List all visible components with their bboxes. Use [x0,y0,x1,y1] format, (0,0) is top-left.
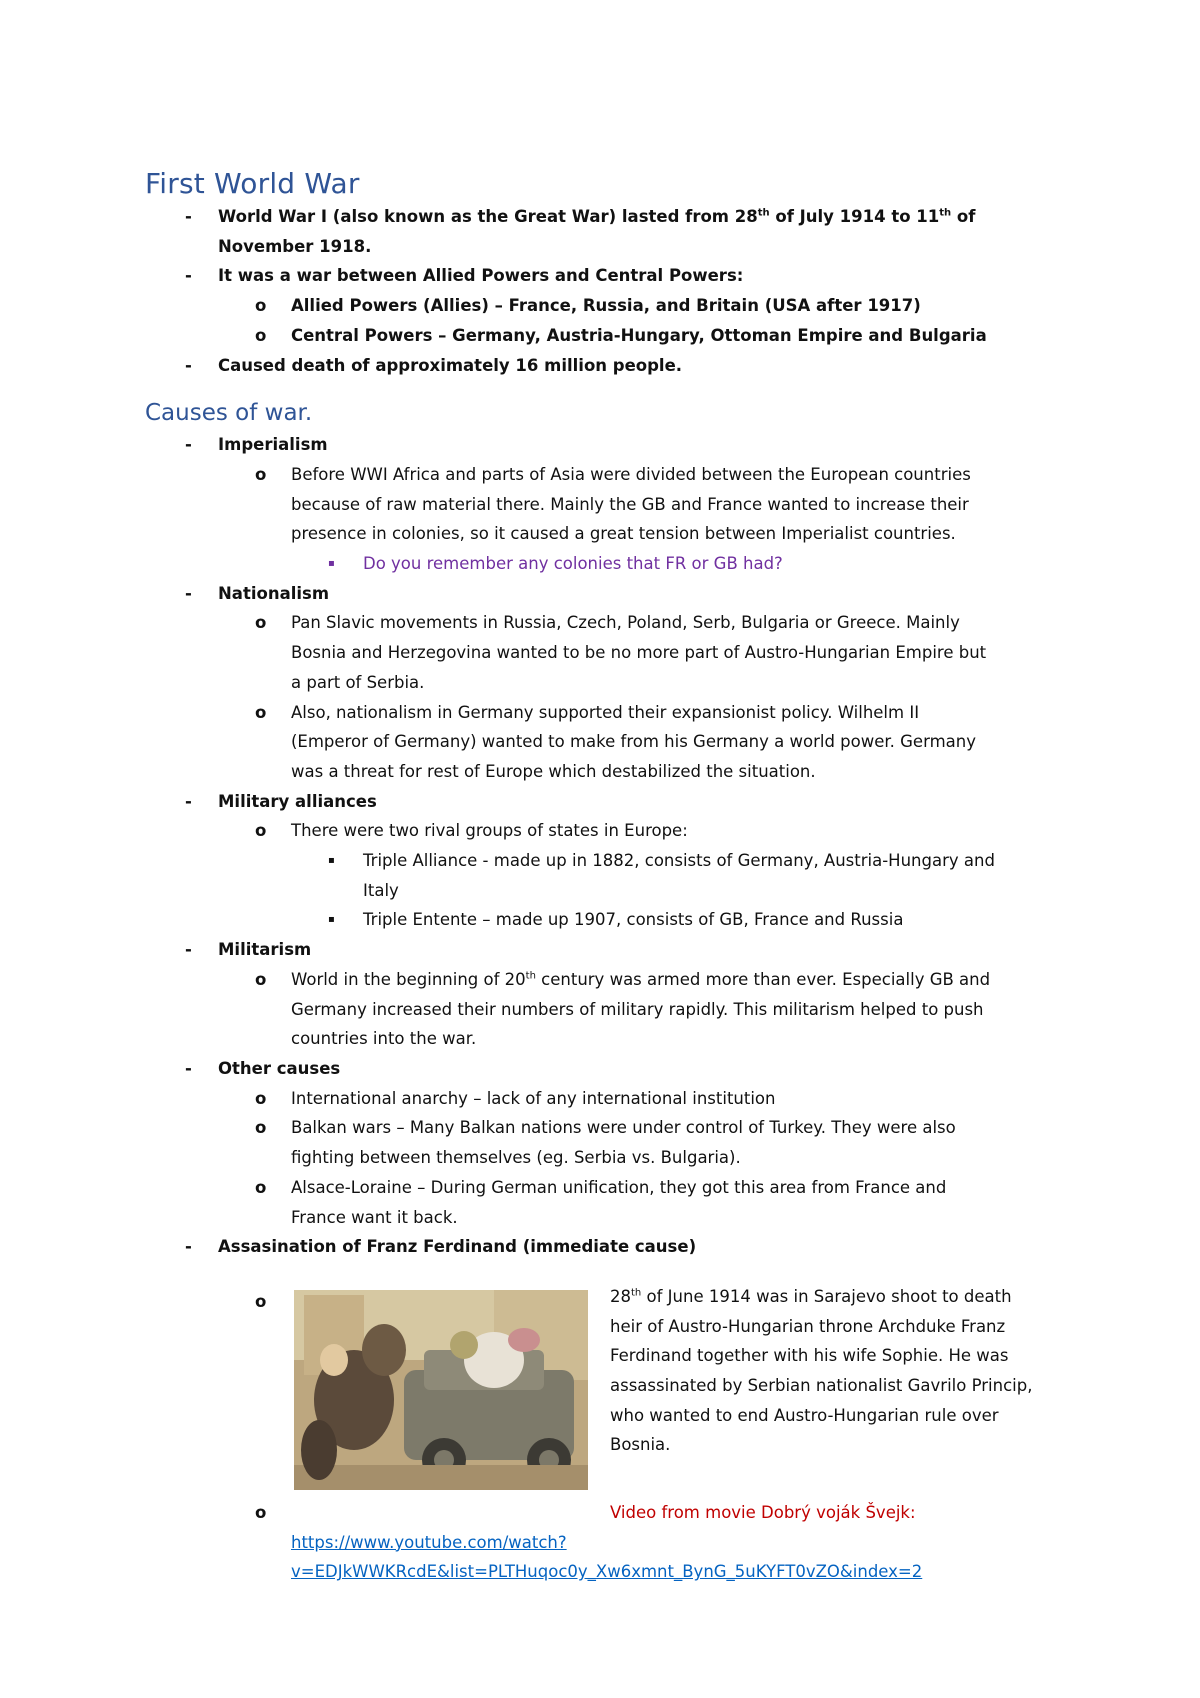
list-item-continued: November 1918. [218,236,372,256]
sub-list-item-continued: France want it back. [291,1207,458,1227]
description-line: assassinated by Serbian nationalist Gavrilo Princip, [610,1376,1033,1396]
video-link-line [145,1528,1075,1558]
dash-bullet: - [185,791,192,811]
list-item: - It was a war between Allied Powers and Central Powers: [145,261,1075,291]
square-bullet: ▪ [328,855,335,867]
dash-bullet: - [185,583,192,603]
sub-list-item-continued: was a threat for rest of Europe which destabilized the situation. [291,761,816,781]
description-line: who wanted to end Austro-Hungarian rule over [610,1405,999,1425]
cause-heading-militarism: - Militarism [145,935,1075,965]
circle-bullet: o [255,613,267,633]
list-item: - Caused death of approximately 16 million people. [145,351,1075,381]
sub-sub-list-item-continued: Italy [363,880,399,900]
circle-bullet: o [255,1502,267,1522]
cause-heading-imperialism: - Imperialism [145,430,1075,460]
dash-bullet: - [185,355,192,375]
dash-bullet: - [185,207,192,226]
circle-bullet: o [255,464,267,484]
sub-list-item: o Also, nationalism in Germany supported their expansionist policy. Wilhelm II [145,698,1075,728]
circle-bullet: o [255,702,267,722]
description-line: Bosnia. [610,1435,671,1455]
sub-list-item-continued: Bosnia and Herzegovina wanted to be no more part of Austro-Hungarian Empire but [291,643,987,663]
video-link[interactable]: https://www.youtube.com/watch? [291,1532,567,1552]
square-bullet: ▪ [328,558,335,570]
sub-list-item: o Before WWI Africa and parts of Asia were divided between the European countries [145,460,1075,490]
cause-heading-other: - Other causes [145,1054,1075,1084]
sub-list-item: o Alsace-Loraine – During German unification, they got this area from France and [145,1173,1075,1203]
circle-bullet: o [255,325,267,345]
cause-heading-alliances: - Military alliances [145,787,1075,817]
assassination-description [610,1282,1080,1460]
dash-bullet: - [185,435,192,455]
square-bullet: ▪ [328,914,335,926]
dash-bullet: - [185,940,192,960]
sub-list-item-continued: because of raw material there. Mainly the GB and France wanted to increase their [291,494,969,514]
dash-bullet: - [185,1058,192,1078]
description-line: 28th of June 1914 was in Sarajevo shoot to death [610,1286,1012,1306]
circle-bullet: o [255,1177,267,1197]
video-item [145,1498,1075,1528]
circle-bullet: o [255,1088,267,1108]
sub-sub-list-item: ▪ Triple Entente – made up 1907, consists of GB, France and Russia [145,905,1075,935]
video-link-line [145,1557,1075,1587]
list-item: - World War I (also known as the Great War) lasted from 28th of July 1914 to 11th of [145,202,1075,232]
circle-bullet: o [255,969,267,989]
sub-list-item-continued: Germany increased their numbers of military rapidly. This militarism helped to push [291,999,984,1019]
circle-bullet: o [255,1118,267,1138]
sub-sub-list-item: ▪ Triple Alliance - made up in 1882, consists of Germany, Austria-Hungary and [145,846,1075,876]
sub-list-item: o World in the beginning of 20th century was armed more than ever. Especially GB and [145,965,1075,995]
sub-list-item-continued: presence in colonies, so it caused a great tension between Imperialist countries. [291,524,956,544]
sub-list-item-central: o Central Powers – Germany, Austria-Hungary, Ottoman Empire and Bulgaria [145,321,1075,351]
sub-list-item-allied: o Allied Powers (Allies) – France, Russia, and Britain (USA after 1917) [145,291,1075,321]
description-line: heir of Austro-Hungarian throne Archduke Franz [610,1316,1006,1336]
cause-heading-assassination: - Assasination of Franz Ferdinand (immediate cause) [145,1232,1075,1262]
sub-list-item: o Pan Slavic movements in Russia, Czech, Poland, Serb, Bulgaria or Greece. Mainly [145,608,1075,638]
document-content [145,166,1075,1587]
section-heading-causes: Causes of war. [145,400,313,427]
sub-list-item-continued: a part of Serbia. [291,672,425,692]
sub-list-item: o International anarchy – lack of any international institution [145,1084,1075,1114]
circle-bullet: o [255,821,267,841]
sub-list-item-continued: countries into the war. [291,1029,477,1049]
assassination-illustration-drawing [294,1290,588,1490]
assassination-item-with-image [145,1282,1075,1488]
cause-heading-nationalism: - Nationalism [145,579,1075,609]
sub-list-item: o There were two rival groups of states in Europe: [145,816,1075,846]
video-link[interactable]: v=EDJkWWKRcdE&list=PLTHuqoc0y_Xw6xmnt_BynG_5uKYFT0vZO&index=2 [291,1562,923,1582]
assassination-illustration [294,1290,588,1490]
dash-bullet: - [185,266,192,286]
circle-bullet: o [255,296,267,316]
video-caption: Video from movie Dobrý voják Švejk: [610,1502,916,1522]
description-line: Ferdinand together with his wife Sophie. He was [610,1346,1009,1366]
question-item: ▪ Do you remember any colonies that FR or GB had? [145,549,1075,579]
sub-list-item-continued: fighting between themselves (eg. Serbia vs. Bulgaria). [291,1148,741,1168]
sub-list-item: o Balkan wars – Many Balkan nations were under control of Turkey. They were also [145,1113,1075,1143]
sub-list-item-continued: (Emperor of Germany) wanted to make from his Germany a world power. Germany [291,732,976,752]
dash-bullet: - [185,1237,192,1257]
circle-bullet: o [255,1291,267,1311]
page-title: First World War [145,167,360,200]
